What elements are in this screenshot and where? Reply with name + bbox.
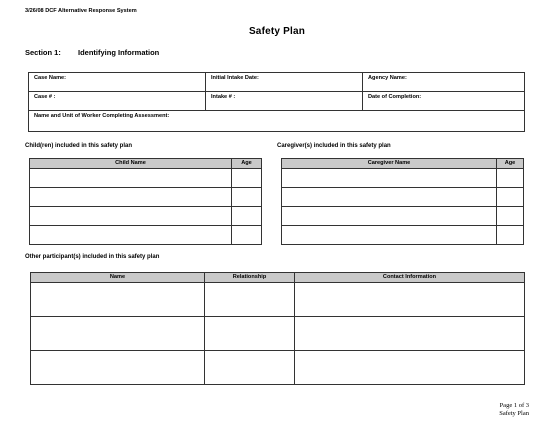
case-number-field[interactable]: Case # : <box>29 92 206 111</box>
participant-name-cell[interactable] <box>31 351 205 385</box>
case-name-field[interactable]: Case Name: <box>29 73 206 92</box>
participants-table <box>30 272 525 385</box>
agency-name-field[interactable]: Agency Name: <box>363 73 525 92</box>
relationship-cell[interactable] <box>205 317 295 351</box>
caregiver-age-cell[interactable] <box>497 188 524 207</box>
intake-number-field[interactable]: Intake # : <box>206 92 363 111</box>
children-table <box>29 158 262 245</box>
section-heading <box>25 48 159 57</box>
page-title: Safety Plan <box>248 26 306 37</box>
table-row <box>30 207 262 226</box>
table-row <box>31 317 525 351</box>
page-footer <box>499 402 529 418</box>
table-row <box>282 207 524 226</box>
caregiver-age-cell[interactable] <box>497 169 524 188</box>
child-age-cell[interactable] <box>232 188 262 207</box>
table-row <box>282 188 524 207</box>
relationship-cell[interactable] <box>205 283 295 317</box>
table-row <box>31 283 525 317</box>
page-number: Page 1 of 3 <box>499 402 529 409</box>
child-name-cell[interactable] <box>30 207 232 226</box>
table-row <box>31 351 525 385</box>
contact-information-cell[interactable] <box>295 317 525 351</box>
caregiver-name-cell[interactable] <box>282 188 497 207</box>
child-name-cell[interactable] <box>30 188 232 207</box>
caregiver-name-header: Caregiver Name <box>282 159 497 169</box>
caregiver-name-cell[interactable] <box>282 169 497 188</box>
participants-caption: Other participant(s) included in this safety plan <box>25 254 160 260</box>
participant-name-cell[interactable] <box>31 283 205 317</box>
table-row <box>282 169 524 188</box>
child-name-cell[interactable] <box>30 226 232 245</box>
caregiver-name-cell[interactable] <box>282 207 497 226</box>
child-age-cell[interactable] <box>232 207 262 226</box>
child-name-header: Child Name <box>30 159 232 169</box>
table-row <box>30 169 262 188</box>
contact-information-cell[interactable] <box>295 283 525 317</box>
document-header: 3/26/08 DCF Alternative Response System <box>25 8 137 14</box>
relationship-header: Relationship <box>205 273 295 283</box>
participant-name-header: Name <box>31 273 205 283</box>
children-caption: Child(ren) included in this safety plan <box>25 143 133 149</box>
initial-intake-date-field[interactable]: Initial Intake Date: <box>206 73 363 92</box>
participant-name-cell[interactable] <box>31 317 205 351</box>
caregiver-name-cell[interactable] <box>282 226 497 245</box>
child-age-header: Age <box>232 159 262 169</box>
contact-information-cell[interactable] <box>295 351 525 385</box>
caregivers-table <box>281 158 524 245</box>
caregiver-age-cell[interactable] <box>497 226 524 245</box>
relationship-cell[interactable] <box>205 351 295 385</box>
table-row <box>30 226 262 245</box>
caregiver-age-cell[interactable] <box>497 207 524 226</box>
identifying-info-table <box>28 72 525 132</box>
date-of-completion-field[interactable]: Date of Completion: <box>363 92 525 111</box>
child-name-cell[interactable] <box>30 169 232 188</box>
table-row <box>30 188 262 207</box>
caregivers-caption: Caregiver(s) included in this safety plan <box>277 143 391 149</box>
contact-information-header: Contact Information <box>295 273 525 283</box>
footer-doc-name: Safety Plan <box>499 410 529 417</box>
section-number: Section 1: <box>25 48 61 57</box>
child-age-cell[interactable] <box>232 226 262 245</box>
section-title: Identifying Information <box>78 48 160 57</box>
caregiver-age-header: Age <box>497 159 524 169</box>
table-row <box>282 226 524 245</box>
child-age-cell[interactable] <box>232 169 262 188</box>
worker-name-unit-field[interactable]: Name and Unit of Worker Completing Assessment: <box>29 111 525 132</box>
